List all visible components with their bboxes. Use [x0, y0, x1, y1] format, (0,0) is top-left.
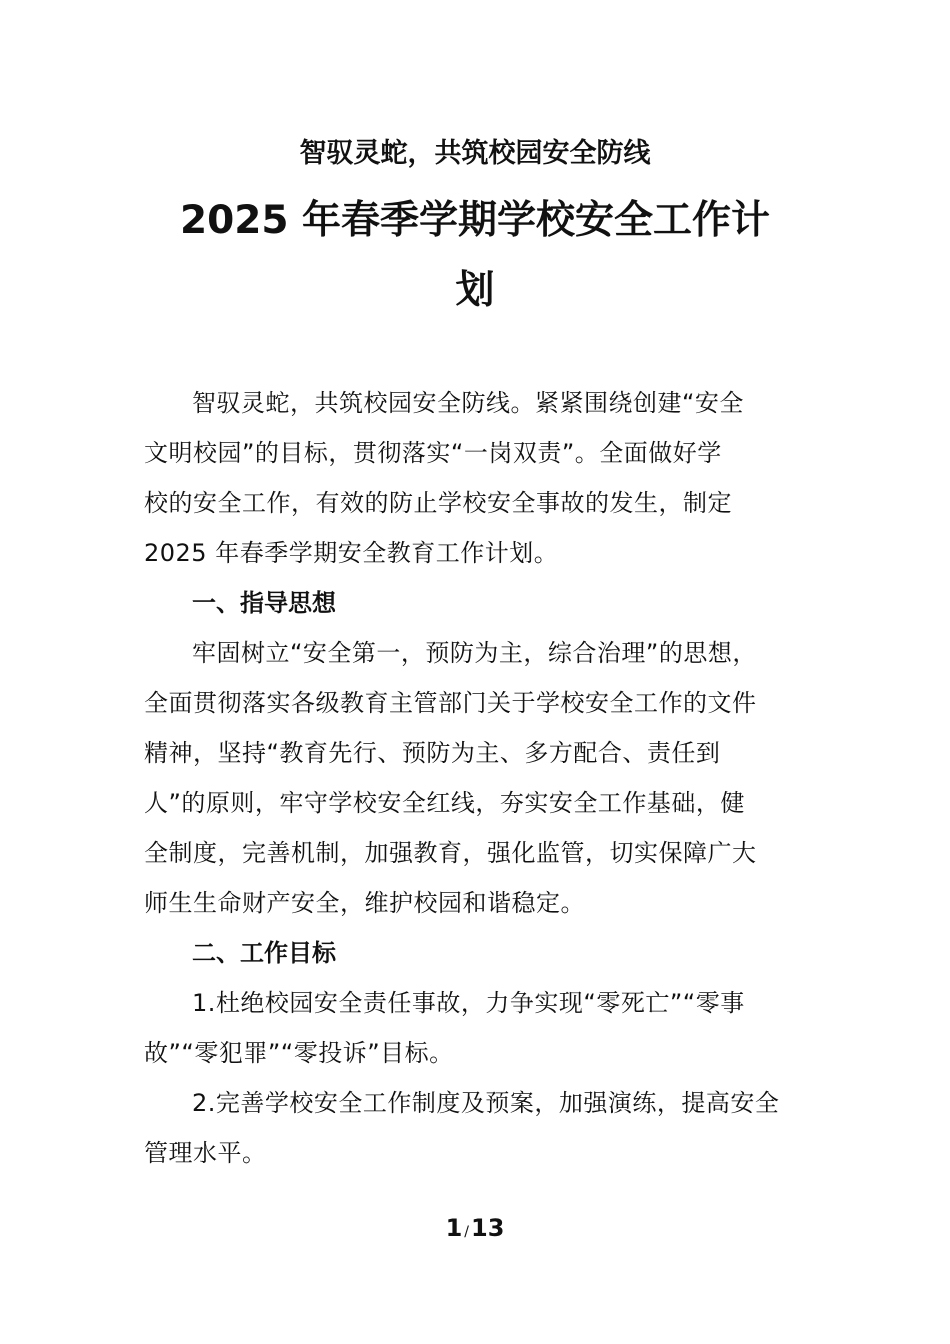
text-line: 校的安全工作，有效的防止学校安全事故的发生，制定 [144, 489, 732, 517]
goal-item-1 [144, 978, 814, 1078]
text-line: 故”“零犯罪”“零投诉”目标。 [144, 1039, 454, 1067]
text-line: 智驭灵蛇，共筑校园安全防线。紧紧围绕创建“安全 [192, 389, 744, 417]
text-line: 全制度，完善机制，加强教育，强化监管，切实保障广大 [144, 839, 757, 867]
title-line: 划 [455, 268, 495, 313]
document-subtitle: 智驭灵蛇，共筑校园安全防线 [299, 138, 651, 169]
goal-item-2 [144, 1078, 814, 1178]
text-line: 1.杜绝校园安全责任事故，力争实现“零死亡”“零事 [192, 989, 745, 1017]
guiding-ideology-paragraph [144, 628, 814, 928]
text-line: 全面贯彻落实各级教育主管部门关于学校安全工作的文件 [144, 689, 757, 717]
page-separator: / [464, 1224, 469, 1240]
intro-paragraph [144, 378, 814, 578]
document-title [145, 186, 805, 326]
text-line: 师生生命财产安全，维护校园和谐稳定。 [144, 889, 585, 917]
text-line: 人”的原则，牢守学校安全红线，夯实安全工作基础，健 [144, 789, 745, 817]
title-line: 2025 年春季学期学校安全工作计 [179, 198, 771, 243]
text-line: 管理水平。 [144, 1139, 267, 1167]
text-line: 2025 年春季学期安全教育工作计划。 [144, 539, 559, 567]
page-current: 1 [445, 1214, 463, 1242]
page-total: 13 [471, 1214, 505, 1242]
text-line: 2.完善学校安全工作制度及预案，加强演练，提高安全 [192, 1089, 780, 1117]
section-heading-guiding-ideology: 一、指导思想 [192, 589, 336, 617]
document-body [144, 378, 814, 1178]
page-number [0, 1206, 950, 1254]
section-heading-work-goals: 二、工作目标 [192, 939, 336, 967]
text-line: 牢固树立“安全第一，预防为主，综合治理”的思想， [192, 639, 757, 667]
text-line: 文明校园”的目标，贯彻落实“一岗双责”。全面做好学 [144, 439, 722, 467]
text-line: 精神，坚持“教育先行、预防为主、多方配合、责任到 [144, 739, 721, 767]
